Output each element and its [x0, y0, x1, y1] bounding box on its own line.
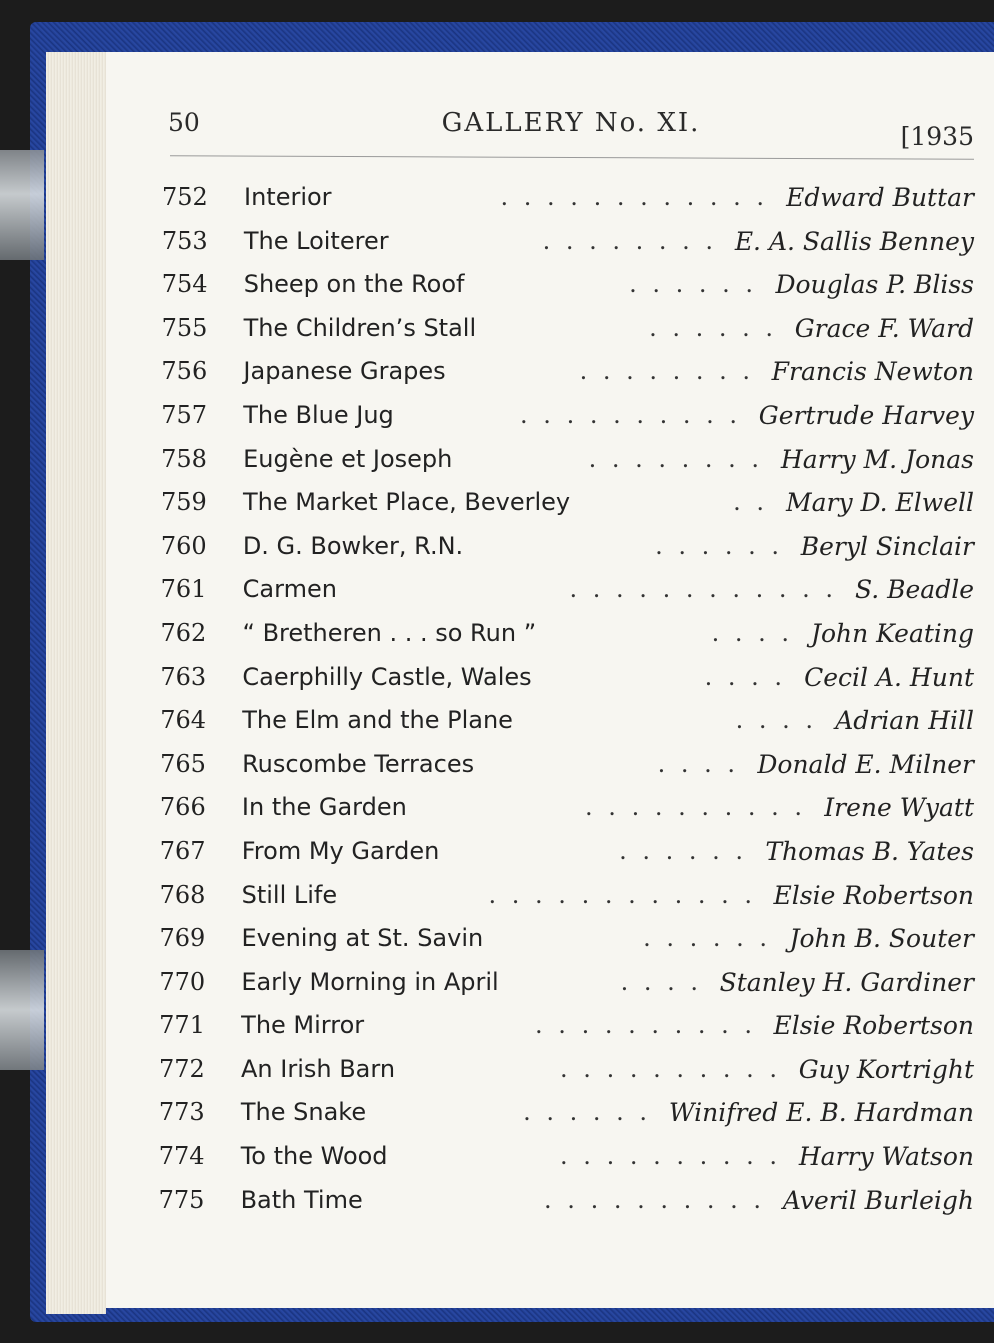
leader-dots: . . . . . .: [643, 924, 771, 953]
entry-artist: Winifred E. B. Hardman: [663, 1091, 974, 1135]
entry-artist: Irene Wyatt: [818, 786, 974, 830]
catalogue-entry: [162, 220, 974, 264]
leader-dots: . . . . . . . .: [579, 357, 754, 386]
leader-dots: . . . . . .: [655, 531, 783, 560]
entry-number: 770: [159, 967, 206, 996]
entry-title: To the Wood: [240, 1142, 388, 1171]
entry-number: 753: [161, 226, 208, 255]
page-header: [168, 108, 974, 151]
leader-dots: . . . .: [704, 662, 786, 691]
entry-artist: S. Beadle: [849, 568, 974, 612]
leader-dots: . . . . . . . . . .: [585, 793, 806, 822]
entry-number: 756: [161, 357, 208, 386]
entry-artist: Adrian Hill: [829, 699, 974, 743]
entry-artist: Beryl Sinclair: [795, 525, 974, 569]
entry-number: 774: [158, 1142, 205, 1171]
entry-number: 757: [161, 400, 208, 429]
catalogue-entry: [160, 830, 974, 874]
entry-artist: E. A. Sallis Benney: [729, 220, 974, 264]
entry-number: 763: [160, 662, 207, 691]
gallery-title: GALLERY No. XI.: [441, 108, 701, 138]
entry-number: 760: [160, 531, 207, 560]
entry-number: 767: [159, 836, 206, 865]
catalogue-entry: [161, 525, 974, 569]
catalogue-entry: [159, 1048, 974, 1092]
catalogue-entry: [159, 1091, 974, 1135]
entry-title: The Market Place, Beverley: [242, 488, 571, 517]
catalogue-entry: [160, 743, 974, 787]
catalogue-entry: [161, 612, 975, 656]
entry-number: 759: [160, 488, 207, 517]
entry-artist: Harry M. Jonas: [775, 438, 974, 482]
entry-number: 768: [159, 880, 206, 909]
entry-artist: Donald E. Milner: [751, 743, 974, 787]
catalogue-entry: [159, 917, 974, 961]
leader-dots: . . . . . . . . . . . .: [500, 183, 768, 211]
catalogue-entry: [159, 1004, 974, 1048]
entry-artist: Edward Buttar: [780, 176, 974, 220]
entry-artist: John B. Souter: [783, 917, 974, 961]
entry-artist: Elsie Robertson: [768, 1004, 974, 1048]
leader-dots: . . . . . . . . . .: [520, 400, 741, 429]
entry-title: “ Bretheren . . . so Run ”: [242, 618, 537, 647]
leader-dots: . . . . . .: [523, 1098, 651, 1127]
leader-dots: . . . .: [620, 967, 702, 996]
entry-number: 769: [159, 924, 206, 953]
leader-dots: . . . . . . . . . .: [535, 1011, 756, 1040]
entry-title: The Snake: [240, 1098, 367, 1127]
catalogue-list: [158, 176, 974, 1222]
entry-title: Early Morning in April: [241, 967, 499, 996]
entry-title: D. G. Bowker, R.N.: [242, 531, 464, 560]
entry-title: Bath Time: [240, 1185, 363, 1214]
entry-artist: Thomas B. Yates: [759, 830, 974, 874]
entry-artist: Cecil A. Hunt: [798, 656, 974, 700]
tape-strip-bottom: [0, 950, 44, 1070]
entry-number: 752: [162, 183, 208, 211]
catalogue-entry: [161, 394, 974, 438]
entry-title: Sheep on the Roof: [243, 270, 465, 299]
catalogue-entry: [160, 656, 974, 700]
entry-title: Still Life: [241, 880, 338, 909]
leader-dots: . . . . . . . .: [542, 226, 717, 255]
entry-artist: Gertrude Harvey: [753, 394, 974, 438]
entry-title: The Mirror: [241, 1011, 365, 1040]
tape-strip-top: [0, 150, 44, 260]
entry-title: Ruscombe Terraces: [242, 749, 475, 778]
entry-title: From My Garden: [241, 836, 440, 865]
year-marker: [1935: [900, 122, 974, 151]
entry-number: 772: [159, 1054, 205, 1083]
catalogue-entry: [162, 176, 974, 220]
leader-dots: . . . . . . . . . . . .: [569, 575, 837, 604]
entry-title: Caerphilly Castle, Wales: [242, 662, 532, 691]
leader-dots: . .: [733, 488, 768, 517]
entry-artist: Elsie Robertson: [768, 874, 974, 918]
entry-artist: Francis Newton: [766, 350, 974, 394]
entry-title: Evening at St. Savin: [241, 924, 484, 953]
entry-title: The Blue Jug: [243, 400, 394, 429]
leader-dots: . . . .: [657, 749, 739, 778]
entry-number: 762: [160, 618, 207, 647]
page-edges: [46, 52, 106, 1314]
entry-number: 773: [158, 1098, 205, 1127]
entry-title: In the Garden: [241, 793, 407, 822]
catalogue-entry: [161, 481, 974, 525]
catalogue-entry: [161, 350, 974, 394]
leader-dots: . . . . . . . . . .: [544, 1185, 765, 1214]
entry-artist: Harry Watson: [793, 1135, 974, 1179]
entry-artist: Averil Burleigh: [777, 1179, 974, 1223]
leader-dots: . . . . . . . .: [588, 444, 763, 473]
entry-title: Japanese Grapes: [243, 357, 446, 386]
leader-dots: . . . . . .: [649, 313, 777, 342]
leader-dots: . . . . . . . . . .: [560, 1142, 781, 1171]
leader-dots: . . . . . .: [619, 836, 747, 865]
catalogue-entry: [160, 699, 974, 743]
leader-dots: . . . . . . . . . .: [560, 1054, 781, 1083]
catalogue-entry: [162, 263, 974, 307]
leader-dots: . . . . . .: [629, 270, 757, 299]
catalogue-entry: [159, 961, 974, 1005]
entry-number: 754: [161, 270, 208, 299]
entry-title: Interior: [244, 183, 332, 211]
catalogue-entry: [162, 307, 974, 351]
entry-number: 755: [161, 313, 208, 342]
catalogue-entry: [161, 438, 974, 482]
catalogue-entry: [160, 786, 974, 830]
entry-number: 766: [159, 793, 206, 822]
entry-artist: Stanley H. Gardiner: [714, 961, 974, 1005]
catalogue-entry: [161, 568, 974, 612]
catalogue-entry: [159, 1179, 974, 1223]
entry-number: 758: [161, 444, 207, 473]
entry-artist: John Keating: [805, 612, 974, 656]
leader-dots: . . . . . . . . . . . .: [488, 880, 756, 909]
entry-title: An Irish Barn: [241, 1054, 396, 1083]
entry-title: Carmen: [242, 575, 337, 604]
catalogue-entry: [159, 1135, 974, 1179]
leader-dots: . . . .: [711, 618, 793, 647]
entry-title: The Children’s Stall: [243, 313, 477, 342]
entry-number: 764: [160, 706, 207, 735]
page-number: 50: [168, 108, 200, 137]
entry-artist: Douglas P. Bliss: [769, 263, 974, 307]
entry-title: Eugène et Joseph: [243, 444, 453, 473]
catalogue-entry: [160, 874, 974, 918]
entry-number: 771: [159, 1011, 205, 1040]
entry-artist: Mary D. Elwell: [780, 481, 974, 525]
entry-number: 765: [160, 749, 206, 778]
entry-title: The Elm and the Plane: [242, 706, 513, 735]
leader-dots: . . . .: [735, 706, 817, 735]
entry-number: 775: [158, 1185, 205, 1214]
entry-title: The Loiterer: [243, 226, 389, 255]
entry-artist: Guy Kortright: [793, 1048, 974, 1092]
entry-artist: Grace F. Ward: [789, 307, 974, 351]
entry-number: 761: [160, 575, 207, 604]
